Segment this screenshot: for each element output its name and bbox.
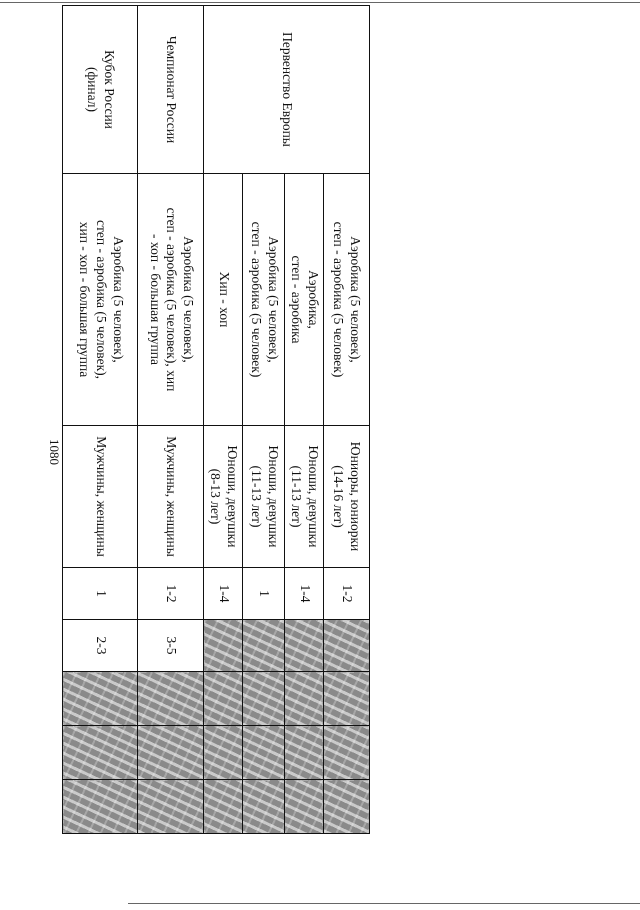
shaded-cell [243,672,285,726]
places-cell-secondary: 3-5 [138,620,204,672]
results-table [63,5,371,834]
shaded-cell [285,726,324,780]
shaded-cell [138,672,204,726]
category-cell: Юноши, девушки (11-13 лет) [243,426,285,568]
category-cell: Мужчины, женщины [138,426,204,568]
shaded-cell [63,726,138,780]
category-cell: Юноши, девушки (11-13 лет) [285,426,324,568]
shaded-cell [243,780,285,834]
shaded-cell [204,726,243,780]
category-cell: Юноши, девушки (8-13 лет) [204,426,243,568]
shaded-cell [285,780,324,834]
competition-cell: Первенство Европы [204,6,370,174]
shaded-cell [138,780,204,834]
shaded-cell [138,726,204,780]
shaded-cell [204,620,243,672]
places-cell: 1-2 [138,568,204,620]
shaded-cell [63,672,138,726]
shaded-cell [243,620,285,672]
shaded-cell [324,620,370,672]
shaded-cell [324,672,370,726]
places-cell: 1-2 [324,568,370,620]
shaded-cell [63,780,138,834]
places-cell-secondary: 2-3 [63,620,138,672]
discipline-cell: Аэробика, степ - аэробика [285,174,324,426]
category-cell: Юниоры, юниорки (14-16 лет) [324,426,370,568]
shaded-cell [324,726,370,780]
discipline-cell: Аэробика (5 человек), степ - аэробика (5 человек), хип - хоп - большая группа [63,174,138,426]
shaded-cell [243,726,285,780]
table-row [63,6,138,834]
places-cell: 1 [243,568,285,620]
category-cell: Мужчины, женщины [63,426,138,568]
page-number: 1080 [47,439,62,465]
table-row [324,6,370,834]
shaded-cell [324,780,370,834]
places-cell: 1-4 [204,568,243,620]
discipline-cell: Аэробика (5 человек), степ - аэробика (5 человек) [243,174,285,426]
discipline-cell: Аэробика (5 человек), степ - аэробика (5 человек), хип - хоп - большая группа [138,174,204,426]
rotated-table-container [0,5,370,910]
places-cell: 1-4 [285,568,324,620]
discipline-cell: Хип - хоп [204,174,243,426]
competition-cell: Чемпионат России [138,6,204,174]
shaded-cell [285,620,324,672]
table-row [138,6,204,834]
shaded-cell [285,672,324,726]
top-edge-line [0,2,640,3]
shaded-cell [204,780,243,834]
competition-cell: Кубок России (финал) [63,6,138,174]
discipline-cell: Аэробика (5 человек), степ - аэробика (5 человек) [324,174,370,426]
places-cell: 1 [63,568,138,620]
shaded-cell [204,672,243,726]
